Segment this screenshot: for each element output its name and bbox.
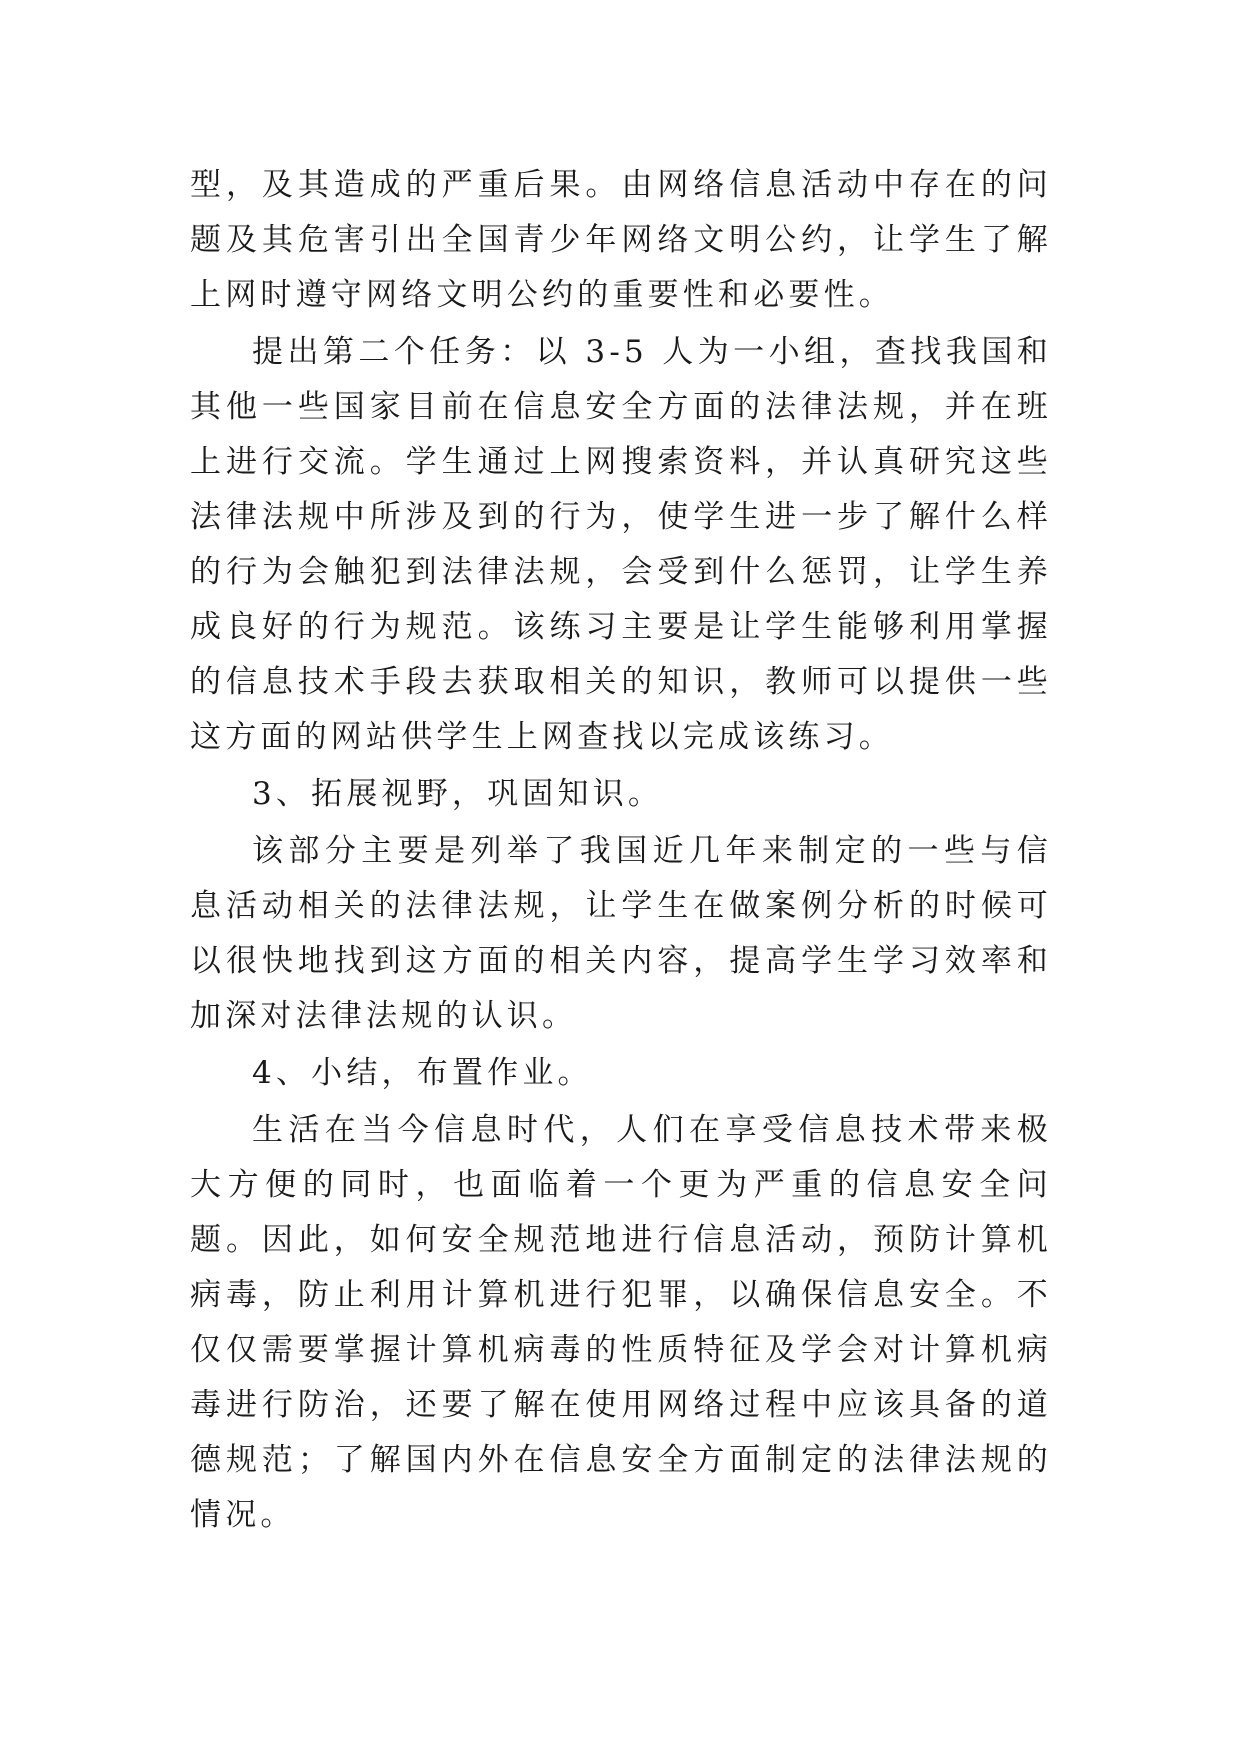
section-heading-3: 3、拓展视野，巩固知识。 [252, 776, 664, 812]
paragraph-summary: 生活在当今信息时代，人们在享受信息技术带来极大方便的同时，也面临着一个更为严重的信息安全问题。因此，如何安全规范地进行信息活动，预防计算机病毒，防止利用计算机进行犯罪，以确保信息安全。不仅仅需要掌握计算机病毒的性质特征及学会对计算机病毒进行防治，还要了解在使用网络过程中应该具备的道德规范；了解国内外在信息安全方面制定的法律法规的情况。 [190, 1112, 1052, 1533]
paragraph-continuation: 型，及其造成的严重后果。由网络信息活动中存在的问题及其危害引出全国青少年网络文明公约，让学生了解上网时遵守网络文明公约的重要性和必要性。 [190, 167, 1052, 313]
paragraph-expand-horizons: 该部分主要是列举了我国近几年来制定的一些与信息活动相关的法律法规，让学生在做案例分析的时候可以很快地找到这方面的相关内容，提高学生学习效率和加深对法律法规的认识。 [190, 833, 1052, 1034]
section-heading-4: 4、小结，布置作业。 [252, 1055, 593, 1091]
paragraph-second-task: 提出第二个任务：以 3-5 人为一小组，查找我国和其他一些国家目前在信息安全方面的法律法规，并在班上进行交流。学生通过上网搜索资料，并认真研究这些法律法规中所涉及到的行为，使学生进一步了解什么样的行为会触犯到法律法规，会受到什么惩罚，让学生养成良好的行为规范。该练习主要是让学生能够利用掌握的信息技术手段去获取相关的知识，教师可以提供一些这方面的网站供学生上网查找以完成该练习。 [190, 334, 1052, 755]
document-body [190, 158, 1052, 1545]
